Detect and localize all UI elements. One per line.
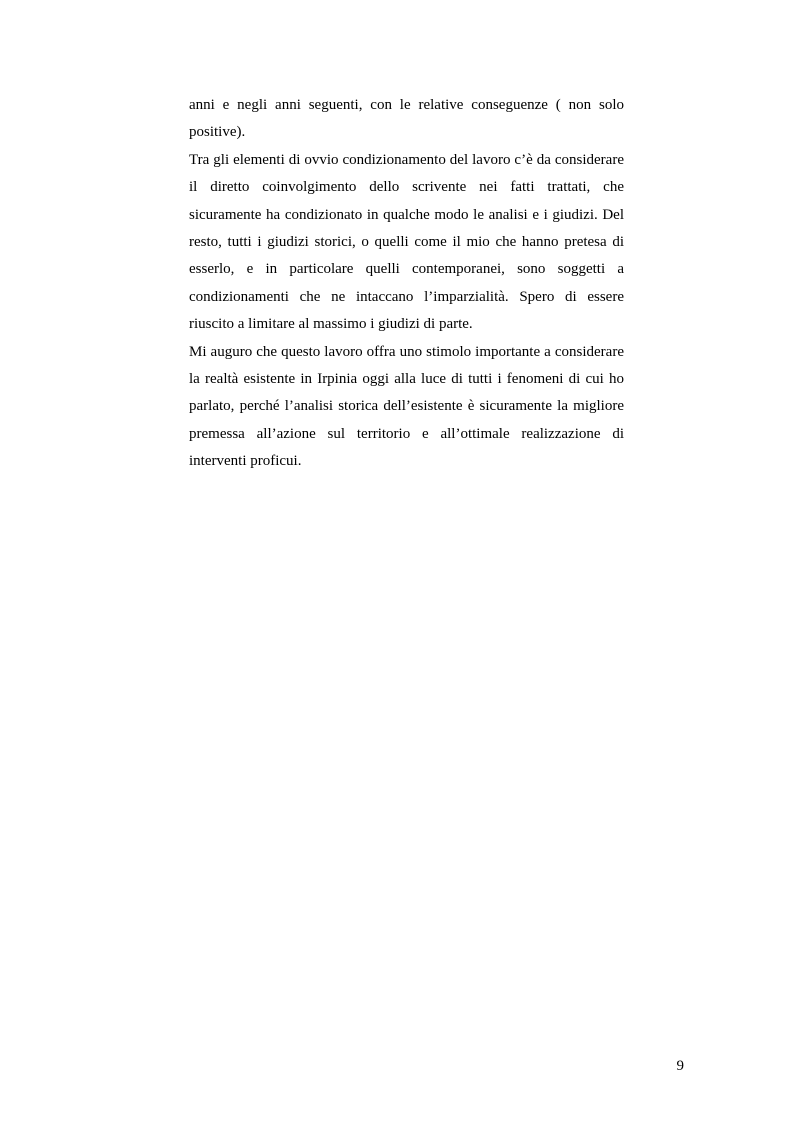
body-text xyxy=(189,92,624,476)
paragraph-conditioning: Tra gli elementi di ovvio condizionamento del lavoro c’è da considerare il diretto coinvolgimento dello scrivente nei fatti trattati, che sicuramente ha condizionato in qualche modo le analisi e i giudizi. Del resto, tutti i giudizi storici, o quelli come il mio che hanno pretesa di esserlo, e in particolare quelli contemporanei, sono soggetti a condizionamenti che ne intaccano l’imparzialità. Spero di essere riuscito a limitare al massimo i giudizi di parte. xyxy=(189,151,624,333)
paragraph-continuation: anni e negli anni seguenti, con le relative conseguenze ( non solo positive). xyxy=(189,97,624,141)
paragraph-conclusion: Mi auguro che questo lavoro offra uno stimolo importante a considerare la realtà esistente in Irpinia oggi alla luce di tutti i fenomeni di cui ho parlato, perché l’analisi storica dell’esistente è sicuramente la migliore premessa all’azione sul territorio e all’ottimale realizzazione di interventi proficui. xyxy=(189,343,624,470)
page-number: 9 xyxy=(676,1058,684,1074)
